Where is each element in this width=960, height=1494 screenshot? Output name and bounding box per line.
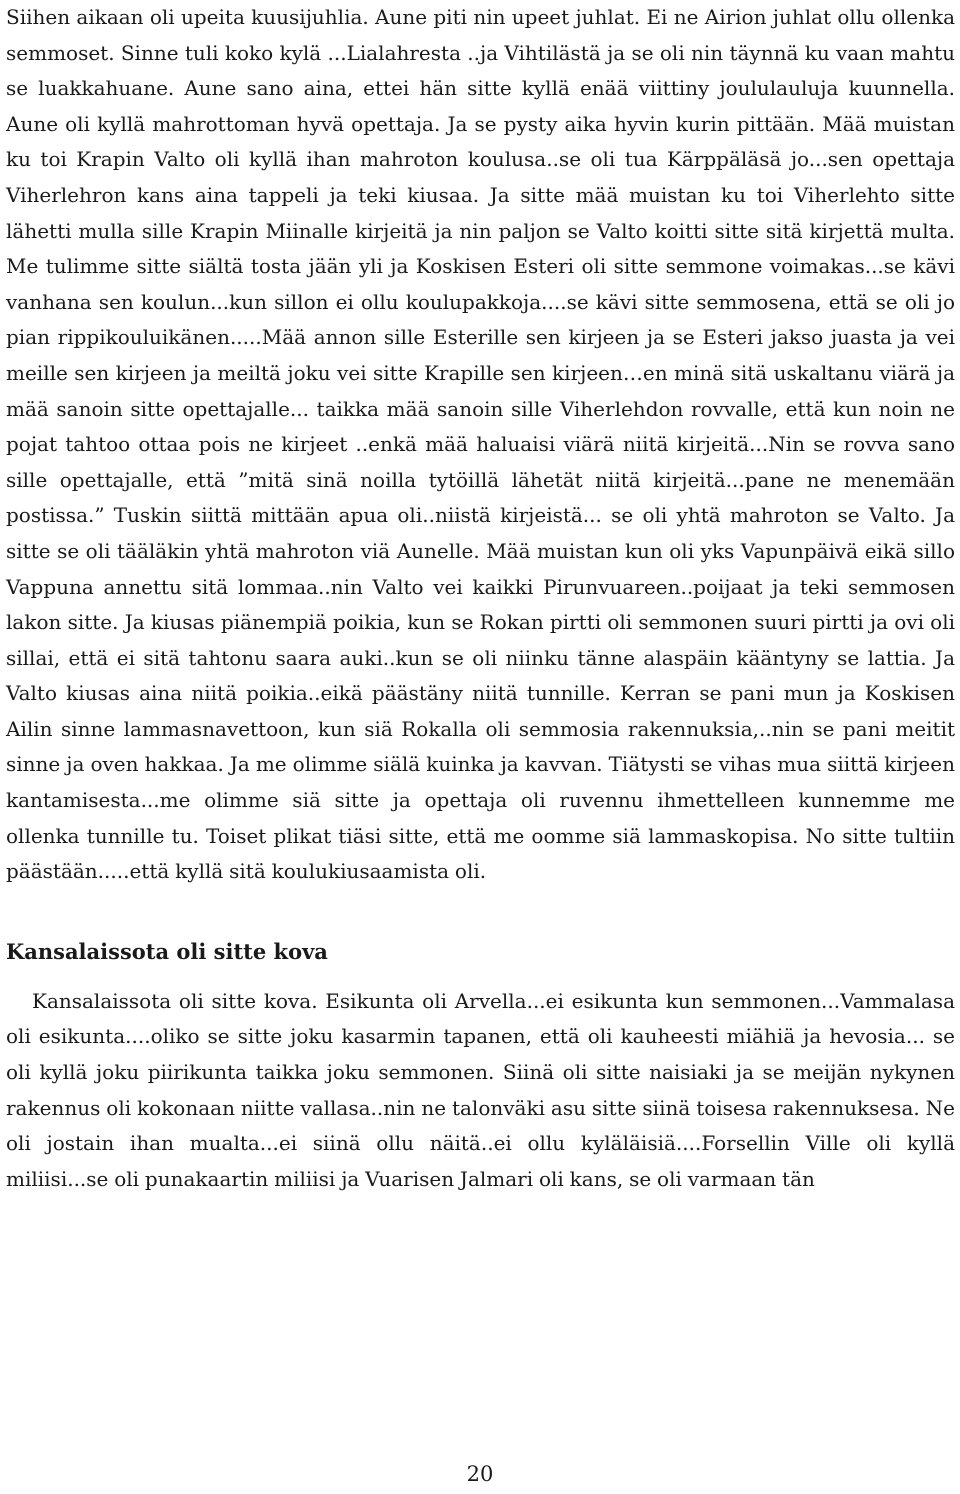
document-page (6, 0, 955, 1197)
page-number: 20 (466, 1462, 494, 1486)
body-paragraph: Kansalaissota oli sitte kova. Esikunta oli Arvella...ei esikunta kun semmonen...Vammalasa oli esikunta....oliko se sitte joku kasarmin tapanen, että oli kauheesti miähiä ja hevosia... se oli kyllä joku piirikunta taikka joku semmonen. Siinä oli sitte naisiaki ja se meijän nykynen rakennus oli kokonaan niitte vallasa..nin ne talonväki asu sitte siinä toisesa rakennuksesa. Ne oli jostain ihan mualta...ei siinä ollu näitä..ei ollu kyläläisiä....Forsellin Ville oli kyllä miliisi...se oli punakaartin miliisi ja Vuarisen Jalmari oli kans, se oli varmaan tän (6, 988, 955, 1191)
section-heading: Kansalaissota oli sitte kova (6, 938, 328, 964)
body-paragraph: Siihen aikaan oli upeita kuusijuhlia. Aune piti nin upeet juhlat. Ei ne Airion juhlat ollu ollenka semmoset. Sinne tuli koko kylä ...Lialahresta ..ja Vihtilästä ja se oli nin täynnä ku vaan mahtu se luakkahuane. Aune sano aina, ettei hän sitte kyllä enää viittiny joululauluja kuunnella. Aune oli kyllä mahrottoman hyvä opettaja. Ja se pysty aika hyvin kurin pittään. Mää muistan ku toi Krapin Valto oli kyllä ihan mahroton koulusa..se oli tua Kärppäläsä jo...sen opettaja Viherlehron kans aina tappeli ja teki kiusaa. Ja sitte mää muistan ku toi Viherlehto sitte lähetti mulla sille Krapin Miinalle kirjeitä ja nin paljon se Valto koitti sitte sitä kirjettä multa. Me tulimme sitte siältä tosta jään yli ja Koskisen Esteri oli sitte semmone voimakas...se kävi vanhana sen koulun...kun sillon ei ollu koulupakkoja....se kävi sitte semmosena, että se oli jo pian rippikouluikänen.....Mää annon sille Esterille sen kirjeen ja se Esteri jakso juasta ja vei meille sen kirjeen ja meiltä joku vei sitte Krapille sen kirjeen…en minä sitä uskaltanu viärä ja mää sanoin sitte opettajalle... taikka mää sanoin sille Viherlehdon rovvalle, että kun noin ne pojat tahtoo ottaa pois ne kirjeet ..enkä mää haluaisi viärä niitä kirjeitä...Nin se rovva sano sille opettajalle, että ”mitä sinä noilla tytöillä lähetät niitä kirjeitä...pane ne menemään postissa.” Tuskin siittä mittään apua oli..niistä kirjeistä... se oli yhtä mahroton se Valto. Ja sitte se oli tääläkin yhtä mahroton viä Aunelle. Mää muistan kun oli yks Vapunpäivä eikä sillo Vappuna annettu sitä lommaa..nin Valto vei kaikki Pirunvuareen..poijaat ja teki semmosen lakon sitte. Ja kiusas piänempiä poikia, kun se Rokan pirtti oli semmonen suuri pirtti ja ovi oli sillai, että ei sitä tahtonu saara auki..kun se oli niinku tänne alaspäin kääntyny se lattia. Ja Valto kiusas aina niitä poikia..eikä päästäny niitä tunnille. Kerran se pani mun ja Koskisen Ailin sinne lammasnavettoon, kun siä Rokalla oli semmosia rakennuksia,..nin se pani meitit sinne ja oven hakkaa. Ja me olimme siälä kuinka ja kavvan. Tiätysti se vihas mua siittä kirjeen kantamisesta...me olimme siä sitte ja opettaja oli ruvennu ihmettelleen kunnemme me ollenka tunnille tu. Toiset plikat tiäsi sitte, että me oomme siä lammaskopisa. No sitte tultiin päästään.....että kyllä sitä koulukiusaamista oli. (6, 5, 955, 884)
